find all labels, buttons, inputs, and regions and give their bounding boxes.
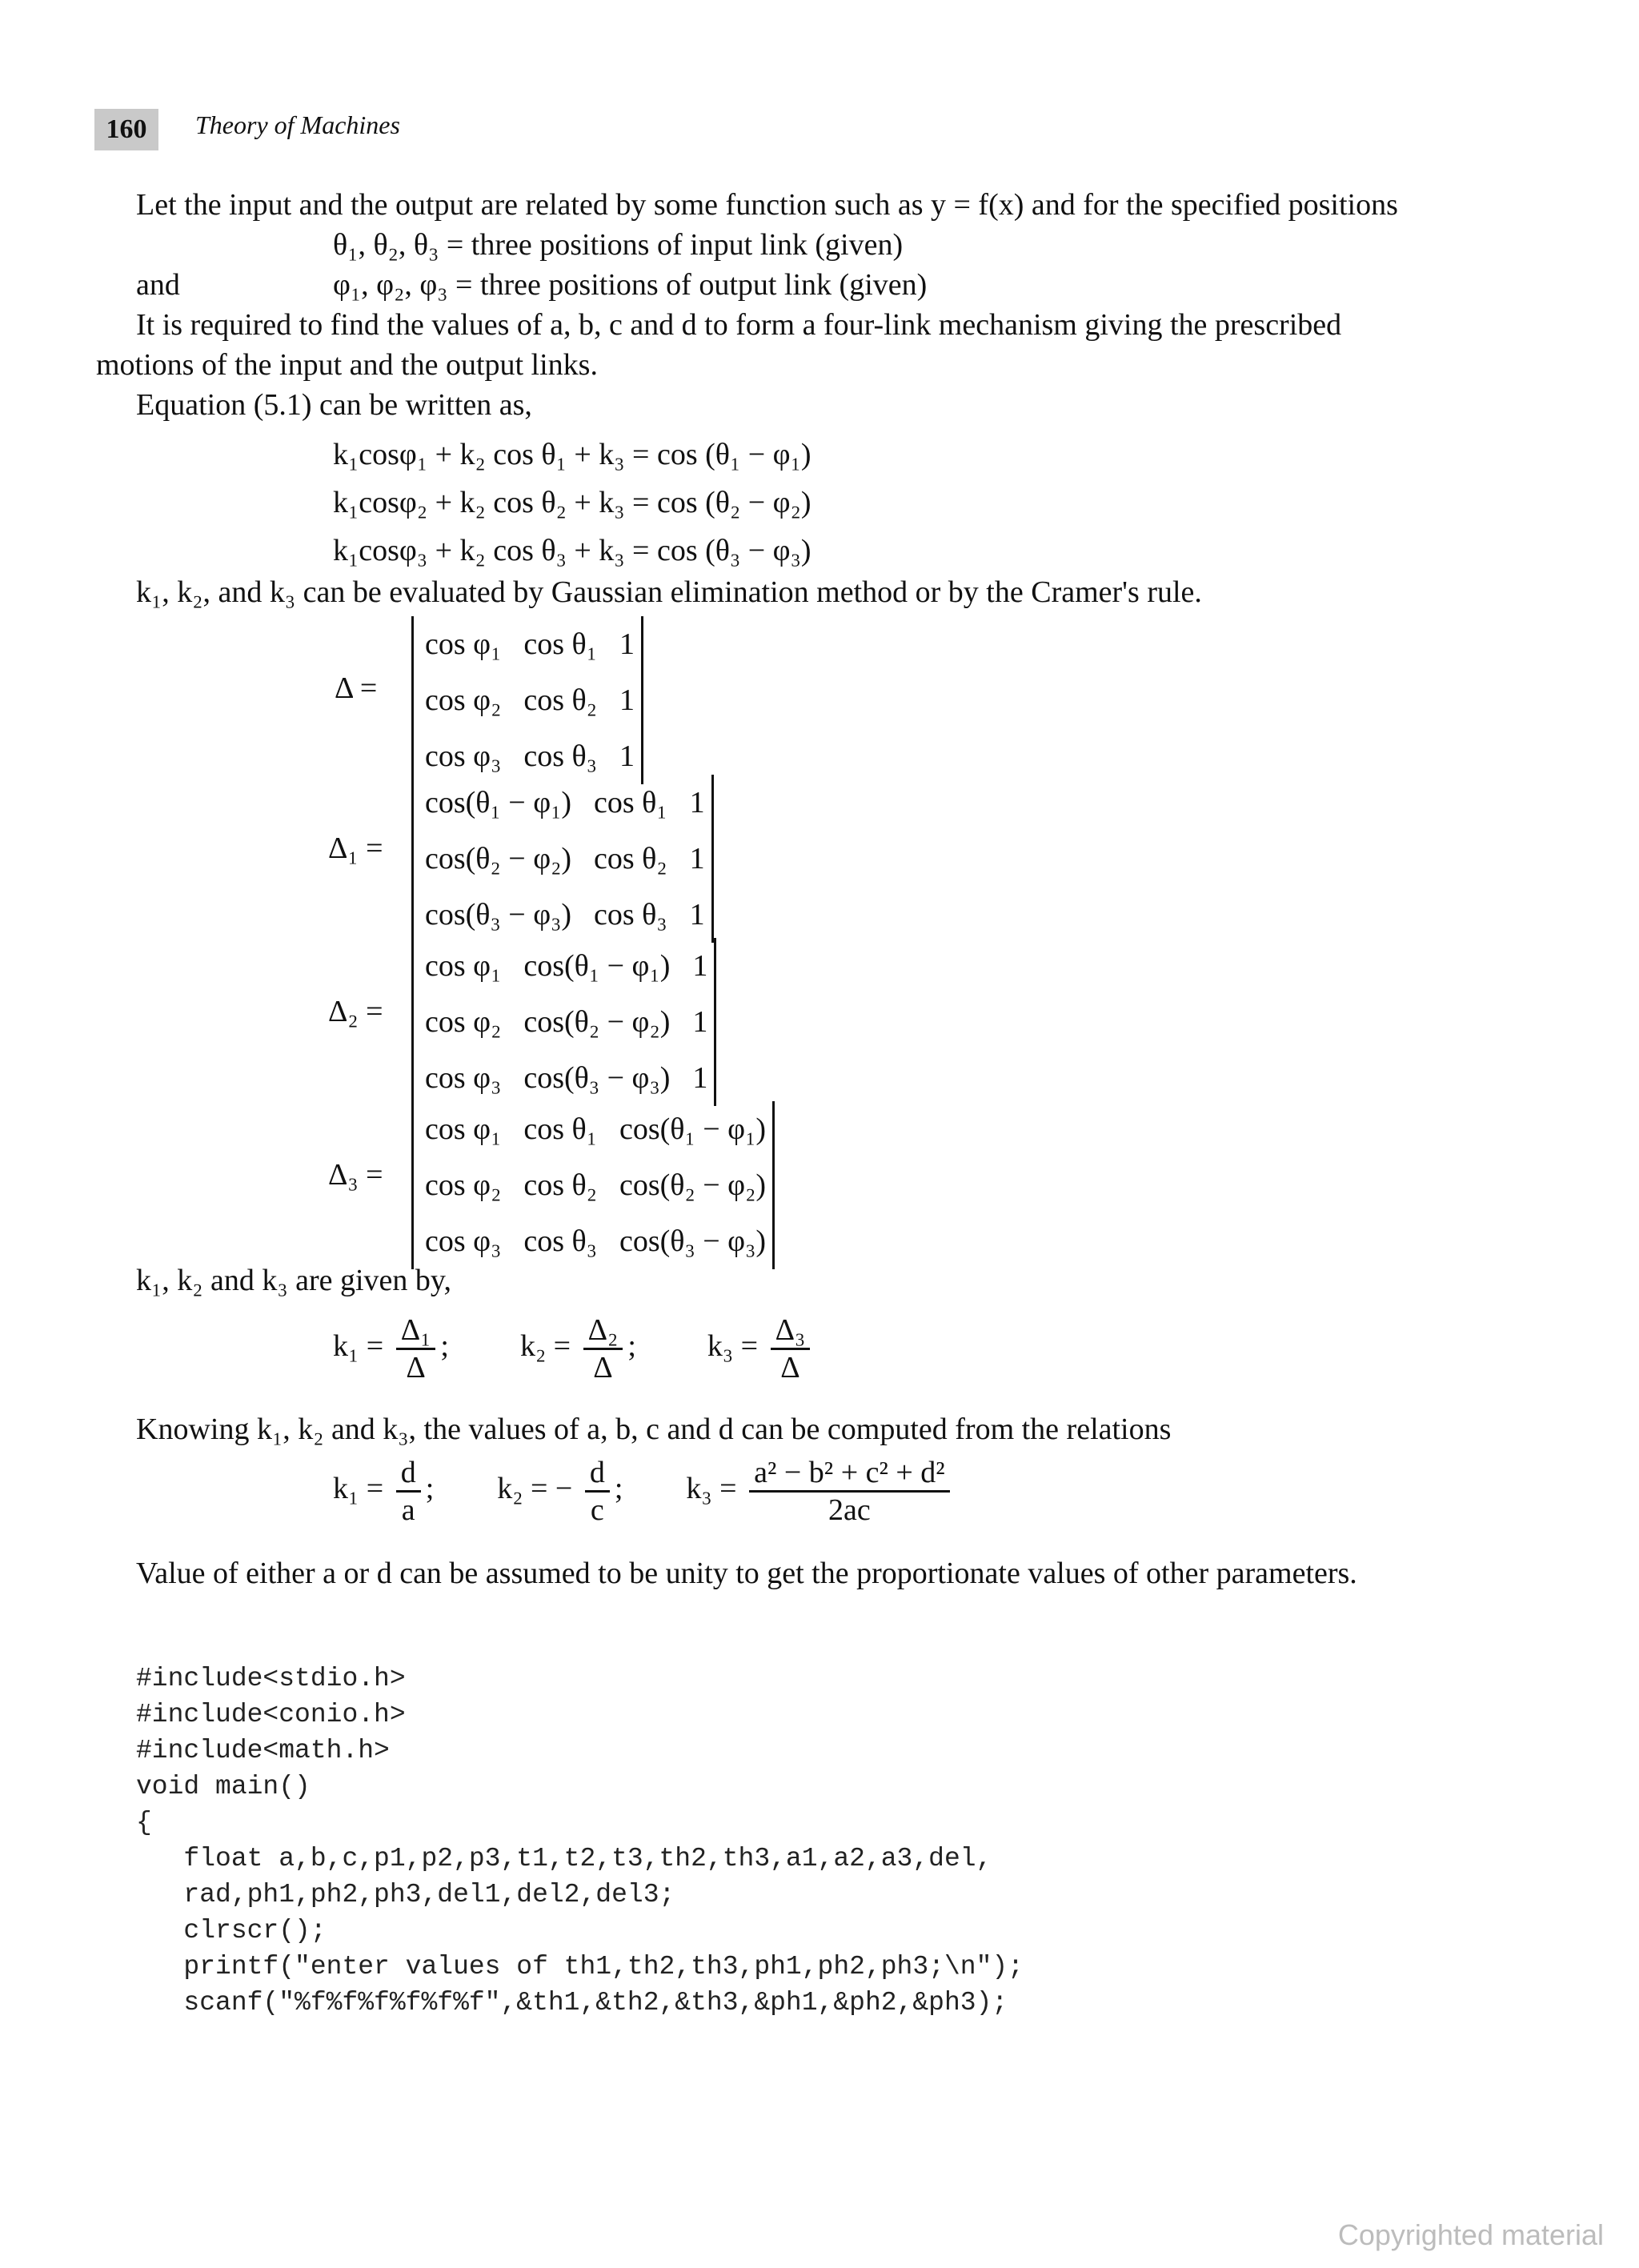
determinant-delta2 bbox=[411, 938, 716, 1106]
equation-1: k₁cosφ₁ + k₂ cos θ₁ + k₃ = cos (θ₁ − φ₁) bbox=[333, 438, 811, 471]
k1-separator: ; bbox=[440, 1329, 449, 1364]
k3-fraction bbox=[771, 1312, 811, 1385]
paragraph-requirement: It is required to find the values of a, b, c and d to form a four-link mechanism giving the prescribed bbox=[136, 308, 1342, 342]
det-cell: cos(θ₁ − φ₁) bbox=[619, 1112, 766, 1146]
det-cell: 1 bbox=[619, 627, 635, 661]
k2-lhs: k₂ = bbox=[519, 1329, 571, 1364]
det-cell: cos θ₃ bbox=[523, 1224, 597, 1258]
determinant-delta1 bbox=[411, 775, 714, 943]
k1-denominator: Δ bbox=[406, 1351, 426, 1384]
running-title: Theory of Machines bbox=[195, 110, 400, 139]
r3-lhs: k₃ = bbox=[686, 1472, 737, 1506]
relations-row bbox=[333, 1455, 955, 1528]
r2-fraction bbox=[585, 1455, 610, 1528]
det-cell: cos φ₁ bbox=[425, 949, 502, 983]
det-cell: cos φ₂ bbox=[425, 1005, 502, 1039]
determinant-delta bbox=[411, 616, 643, 784]
equation-3: k₁cosφ₃ + k₂ cos θ₃ + k₃ = cos (θ₃ − φ₃) bbox=[333, 534, 811, 567]
r1-lhs: k₁ = bbox=[333, 1472, 384, 1506]
delta3-label: Δ₃ = bbox=[328, 1158, 383, 1192]
k1-fraction bbox=[396, 1312, 436, 1385]
k2-numerator: Δ₂ bbox=[583, 1312, 623, 1350]
det-cell: cos(θ₂ − φ₂) bbox=[523, 1005, 671, 1039]
det-cell: 1 bbox=[689, 842, 705, 876]
r2-separator: ; bbox=[614, 1472, 623, 1506]
input-positions-line: θ₁, θ₂, θ₃ = three positions of input link (given) bbox=[333, 228, 904, 262]
det-cell: cos φ₃ bbox=[425, 1224, 502, 1258]
k3-numerator: Δ₃ bbox=[771, 1312, 811, 1350]
r2-lhs: k₂ = − bbox=[497, 1472, 573, 1506]
det-cell: cos θ₁ bbox=[523, 1112, 597, 1146]
code-line: #include<stdio.h> bbox=[136, 1664, 406, 1693]
r1-fraction bbox=[396, 1455, 421, 1528]
det-cell: cos θ₂ bbox=[523, 1168, 597, 1202]
code-line: void main() bbox=[136, 1772, 311, 1801]
det-cell: cos(θ₃ − φ₃) bbox=[425, 898, 572, 932]
paragraph-cramer: k₁, k₂, and k₃ can be evaluated by Gaussian elimination method or by the Cramer's rule. bbox=[136, 575, 1202, 609]
det-cell: cos(θ₁ − φ₁) bbox=[425, 786, 572, 819]
copyright-watermark: Copyrighted material bbox=[1337, 2218, 1604, 2251]
det-cell: 1 bbox=[692, 1061, 708, 1095]
det-cell: cos θ₃ bbox=[594, 898, 667, 932]
paragraph-requirement-cont: motions of the input and the output links. bbox=[96, 348, 598, 382]
det-cell: cos θ₃ bbox=[523, 739, 597, 773]
det-cell: 1 bbox=[689, 898, 705, 932]
k2-denominator: Δ bbox=[593, 1351, 613, 1384]
k2-fraction bbox=[583, 1312, 623, 1385]
code-line: float a,b,c,p1,p2,p3,t1,t2,t3,th2,th3,a1,a2,a3,del, bbox=[136, 1844, 992, 1873]
det-cell: cos(θ₁ − φ₁) bbox=[523, 949, 671, 983]
determinant-delta3 bbox=[411, 1101, 775, 1269]
code-line: printf("enter values of th1,th2,th3,ph1,ph2,ph3;\n"); bbox=[136, 1952, 1024, 1981]
delta1-label: Δ₁ = bbox=[328, 831, 383, 865]
k-fraction-row bbox=[333, 1312, 815, 1385]
det-cell: cos(θ₂ − φ₂) bbox=[619, 1168, 766, 1202]
k3-denominator: Δ bbox=[780, 1351, 800, 1384]
det-cell: cos φ₂ bbox=[425, 1168, 502, 1202]
det-cell: cos φ₃ bbox=[425, 1061, 502, 1095]
det-cell: cos(θ₂ − φ₂) bbox=[425, 842, 572, 876]
equation-2: k₁cosφ₂ + k₂ cos θ₂ + k₃ = cos (θ₂ − φ₂) bbox=[333, 486, 811, 519]
r1-numerator: d bbox=[396, 1455, 421, 1493]
det-cell: 1 bbox=[692, 949, 708, 983]
r3-denominator: 2ac bbox=[828, 1493, 871, 1527]
r3-fraction bbox=[749, 1455, 950, 1528]
code-line: #include<conio.h> bbox=[136, 1700, 406, 1729]
code-listing bbox=[136, 1625, 1024, 2093]
det-cell: cos φ₁ bbox=[425, 1112, 502, 1146]
k1-numerator: Δ₁ bbox=[396, 1312, 436, 1350]
code-line: clrscr(); bbox=[136, 1916, 327, 1945]
k2-separator: ; bbox=[627, 1329, 636, 1364]
r1-separator: ; bbox=[425, 1472, 435, 1506]
code-line: rad,ph1,ph2,ph3,del1,del2,del3; bbox=[136, 1880, 675, 1909]
paragraph-knowing-k: Knowing k₁, k₂ and k₃, the values of a, b, c and d can be computed from the relations bbox=[136, 1412, 1172, 1446]
det-cell: cos φ₃ bbox=[425, 739, 502, 773]
paragraph-unity: Value of either a or d can be assumed to be unity to get the proportionate values of other parameters. bbox=[136, 1557, 1357, 1590]
det-cell: cos θ₂ bbox=[523, 683, 597, 717]
det-cell: 1 bbox=[619, 683, 635, 717]
det-cell: cos φ₂ bbox=[425, 683, 502, 717]
code-line: #include<math.h> bbox=[136, 1736, 390, 1765]
delta2-label: Δ₂ = bbox=[328, 995, 383, 1028]
det-cell: 1 bbox=[692, 1005, 708, 1039]
det-cell: 1 bbox=[689, 786, 705, 819]
paragraph-intro: Let the input and the output are related by some function such as y = f(x) and for the specified positions bbox=[136, 188, 1398, 222]
k1-lhs: k₁ = bbox=[333, 1329, 384, 1364]
r3-numerator: a² − b² + c² + d² bbox=[749, 1455, 950, 1493]
det-cell: cos φ₁ bbox=[425, 627, 502, 661]
delta-label: Δ = bbox=[335, 671, 378, 705]
det-cell: cos θ₁ bbox=[594, 786, 667, 819]
det-cell: cos(θ₃ − φ₃) bbox=[619, 1224, 766, 1258]
k3-lhs: k₃ = bbox=[707, 1329, 759, 1364]
r2-denominator: c bbox=[590, 1493, 604, 1527]
det-cell: 1 bbox=[619, 739, 635, 773]
page-number: 160 bbox=[94, 109, 158, 150]
det-cell: cos(θ₃ − φ₃) bbox=[523, 1061, 671, 1095]
output-positions-line: φ₁, φ₂, φ₃ = three positions of output link (given) bbox=[333, 268, 928, 302]
paragraph-k-given: k₁, k₂ and k₃ are given by, bbox=[136, 1264, 451, 1297]
code-line: scanf("%f%f%f%f%f%f",&th1,&th2,&th3,&ph1,&ph2,&ph3); bbox=[136, 1988, 1008, 2018]
code-line: { bbox=[136, 1808, 152, 1837]
det-cell: cos θ₁ bbox=[523, 627, 597, 661]
and-word: and bbox=[136, 268, 180, 302]
r1-denominator: a bbox=[401, 1493, 415, 1527]
det-cell: cos θ₂ bbox=[594, 842, 667, 876]
paragraph-equation-ref: Equation (5.1) can be written as, bbox=[136, 388, 532, 422]
r2-numerator: d bbox=[585, 1455, 610, 1493]
